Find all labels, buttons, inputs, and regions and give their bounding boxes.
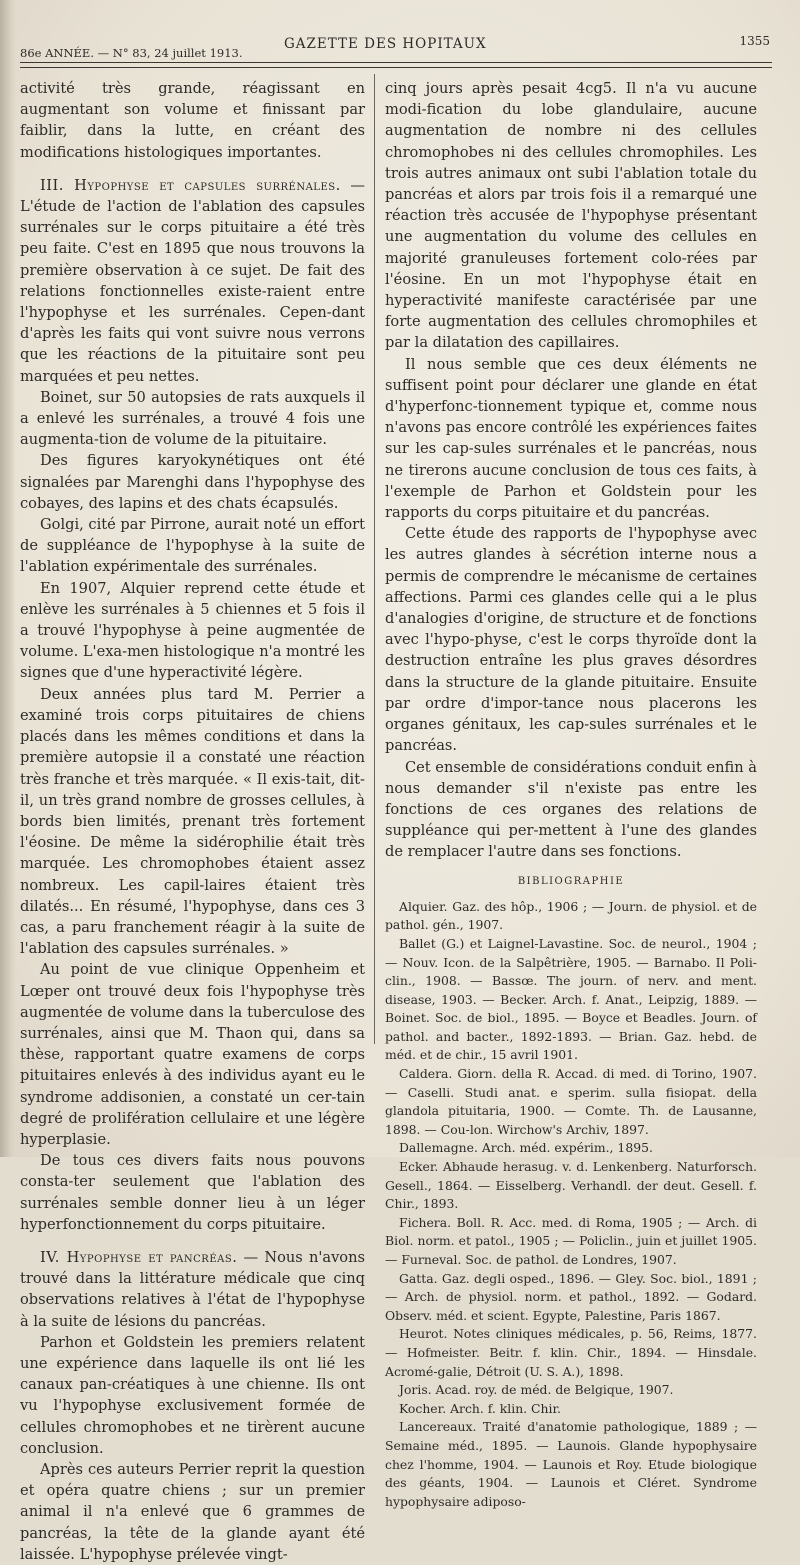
section-text: — Nous n'avons trouvé dans la littérature médicale que cinq observations relatives à l'état de l'hypophyse à la suite de lésions du pancréas.: [20, 1248, 365, 1330]
bibliography-heading: BIBLIOGRAPHIE: [517, 875, 625, 887]
bibliography-entry: Caldera. Giorn. della R. Accad. di med. di Torino, 1907. — Caselli. Studi anat. e sperim. sulla fisiopat. della glandola pituitaria, 1900. — Comte. Th. de Lausanne, 1898. — Cou-lon. Wirchow's Archiv, 1897.: [385, 1066, 757, 1137]
bibliography-entry: Lancereaux. Traité d'anatomie pathologique, 1889 ; — Semaine méd., 1895. — Launois. Glande hypophysaire chez l'homme, 1904. — Launois et Roy. Etude biologique des géants, 1904. — Launois et Cléret. Syndrome hypophysaire adiposo-: [385, 1419, 757, 1509]
section-heading: IV. Hypophyse et pancréas.: [40, 1248, 238, 1266]
header-rule-bottom: [20, 67, 772, 68]
bibliography-entry: Ballet (G.) et Laignel-Lavastine. Soc. de neurol., 1904 ; — Nouv. Icon. de la Salpêtrière, 1905. — Barnabo. Il Poli-clin., 1908. — Bassœ. The journ. of nerv. and ment. disease, 1903. — Becker. Arch. f. Anat., Leipzig, 1889. — Boinet. Soc. de biol., 1895. — Boyce et Beadles. Journ. of pathol. and bacter., 1892-1893. — Brian. Gaz. hebd. de méd. et de chir., 15 avril 1901.: [385, 935, 757, 1063]
right-column: [385, 78, 757, 1511]
paragraph: Cet ensemble de considérations conduit enfin à nous demander s'il n'existe pas entre les fonctions de ces organes des relations de suppléance qui per-mettent à l'une des glandes de remplacer l'autre dans ses fonctions.: [385, 758, 758, 861]
running-header: [20, 36, 770, 58]
paragraph: activité très grande, réagissant en augmentant son volume et finissant par faiblir, dans la lutte, en créant des modifications histologiques importantes.: [20, 80, 365, 161]
section-text: — L'étude de l'action de l'ablation des capsules surrénales sur le corps pituitaire a été très peu faite. C'est en 1895 que nous trouvons la première observation à ce sujet. De fait des relations fonctionnelles existe-raient entre l'hypophyse et les surrénales. Cepen-dant d'après les faits qui vont suivre nous verrons que les réactions de la pituitaire sont peu marquées et peu nettes.: [20, 176, 366, 385]
paragraph: cinq jours après pesait 4cg5. Il n'a vu aucune modi-fication du lobe glandulaire, aucune augmentation de nombre ni des cellules chromophobes ni des cellules chromophiles. Les trois autres animaux ont subi l'ablation totale du pancréas et alors par trois fois il a remarqué une réaction très accusée de l'hypophyse présentant une augmentation du volume des cellules en majorité granuleuses fortement colo-rées par l'éosine. En un mot l'hypophyse était en hyperactivité manifeste caractérisée par une forte augmentation des cellules chromophiles et par la dilatation des capillaires.: [385, 80, 757, 352]
header-rule-top: [20, 62, 772, 63]
section-heading: III. Hypophyse et capsules surrénales.: [40, 176, 341, 194]
bibliography-entry: Alquier. Gaz. des hôp., 1906 ; — Journ. de physiol. et de pathol. gén., 1907.: [385, 898, 757, 933]
left-column: [20, 78, 365, 1565]
bibliography-entry: Joris. Acad. roy. de méd. de Belgique, 1907.: [399, 1382, 674, 1398]
bibliography-entry: Ecker. Abhaude herasug. v. d. Lenkenberg. Naturforsch. Gesell., 1864. — Eisselberg. Verhandl. der deut. Gesell. f. Chir., 1893.: [385, 1159, 757, 1212]
page-binding-shadow: [0, 0, 16, 1157]
paragraph: Cette étude des rapports de l'hypophyse avec les autres glandes à sécrétion interne nous a permis de comprendre le mécanisme de certaines affections. Parmi ces glandes celle qui a le plus d'analogies d'origine, de structure et de fonctions avec l'hypo-physe, c'est le corps thyroïde dont la destruction entraîne les plus graves désordres dans la structure de la glande pituitaire. Ensuite par ordre d'impor-tance nous placerons les organes génitaux, les cap-sules surrénales et le pancréas.: [385, 525, 757, 755]
paragraph: En 1907, Alquier reprend cette étude et enlève les surrénales à 5 chiennes et 5 fois il a trouvé l'hypophyse à peine augmentée de volume. L'exa-men histologique n'a montré les signes que d'une hyperactivité légère.: [20, 579, 365, 682]
bibliography-entry: Dallemagne. Arch. méd. expérim., 1895.: [399, 1140, 653, 1156]
paragraph: Boinet, sur 50 autopsies de rats auxquels il a enlevé les surrénales, a trouvé 4 fois une augmenta-tion de volume de la pituitaire.: [20, 388, 365, 449]
bibliography-entry: Gatta. Gaz. degli osped., 1896. — Gley. Soc. biol., 1891 ; — Arch. de physiol. norm. et pathol., 1892. — Godard. Observ. méd. et scient. Egypte, Palestine, Paris 1867.: [385, 1270, 757, 1323]
paragraph: De tous ces divers faits nous pouvons consta-ter seulement que l'ablation des surrénales semble donner lieu à un léger hyperfonctionnement du corps pituitaire.: [20, 1152, 365, 1233]
bibliography-entry: Heurot. Notes cliniques médicales, p. 56, Reims, 1877. — Hofmeister. Beitr. f. klin. Chir., 1894. — Hinsdale. Acromé-galie, Détroit (U. S. A.), 1898.: [385, 1326, 757, 1379]
bibliography-entry: Fichera. Boll. R. Acc. med. di Roma, 1905 ; — Arch. di Biol. norm. et patol., 1905 ; — Policlin., juin et juillet 1905. — Furneval. Soc. de pathol. de Londres, 1907.: [385, 1214, 757, 1267]
section-paragraph: [20, 175, 365, 387]
bibliography-list: [385, 898, 757, 1512]
issue-info: 86e ANNÉE. — N° 83, 24 juillet 1913.: [20, 46, 243, 60]
journal-title: GAZETTE DES HOPITAUX: [284, 36, 487, 52]
page-number: 1355: [739, 34, 770, 48]
paragraph: Au point de vue clinique Oppenheim et Lœper ont trouvé deux fois l'hypophyse très augmentée de volume dans la tuberculose des surrénales, ainsi que M. Thaon qui, dans sa thèse, rapportant quatre examens de corps pituitaires enlevés à des individus ayant eu le syndrome addisonien, a constaté un cer-tain degré de prolifération cellulaire et une légère hyperplasie.: [20, 961, 365, 1148]
paragraph: Deux années plus tard M. Perrier a examiné trois corps pituitaires de chiens placés dans les mêmes conditions et dans la première autopsie il a constaté une réaction très franche et très marquée. « Il exis-tait, dit-il, un très grand nombre de grosses cellules, à bords bien limités, prenant très fortement l'éosine. De même la sidérophilie était très marquée. Les chromophobes étaient assez nombreux. Les capil-laires étaient très dilatés... En résumé, l'hypophyse, dans ces 3 cas, a paru franchement réagir à la suite de l'ablation des capsules surrénales. »: [20, 685, 365, 958]
paragraph: Des figures karyokynétiques ont été signalées par Marenghi dans l'hypophyse des cobayes, des lapins et des chats écapsulés.: [20, 452, 365, 512]
paragraph: Il nous semble que ces deux éléments ne suffisent point pour déclarer une glande en état d'hyperfonc-tionnement typique et, comme nous n'avons pas encore contrôlé les expériences faites sur les cap-sules surrénales et le pancréas, nous ne tirerons aucune conclusion de tous ces faits, à l'exemple de Parhon et Goldstein pour les rapports du corps pituitaire et du pancréas.: [385, 355, 757, 522]
bibliography-entry: Kocher. Arch. f. klin. Chir.: [399, 1400, 561, 1416]
paragraph: Après ces auteurs Perrier reprit la question et opéra quatre chiens ; sur un premier animal il n'a enlevé que 6 grammes de pancréas, la tête de la glande ayant été laissée. L'hypophyse prélevée vingt-: [20, 1461, 365, 1563]
column-divider: [374, 74, 375, 1044]
paragraph: Golgi, cité par Pirrone, aurait noté un effort de suppléance de l'hypophyse à la suite de l'ablation expérimentale des surrénales.: [20, 516, 365, 576]
paragraph: Parhon et Goldstein les premiers relatent une expérience dans laquelle ils ont lié les canaux pan-créatiques à une chienne. Ils ont vu l'hypophyse exclusivement formée de cellules chromophobes et ne tirèrent aucune conclusion.: [20, 1333, 365, 1457]
section-paragraph: [20, 1247, 365, 1332]
